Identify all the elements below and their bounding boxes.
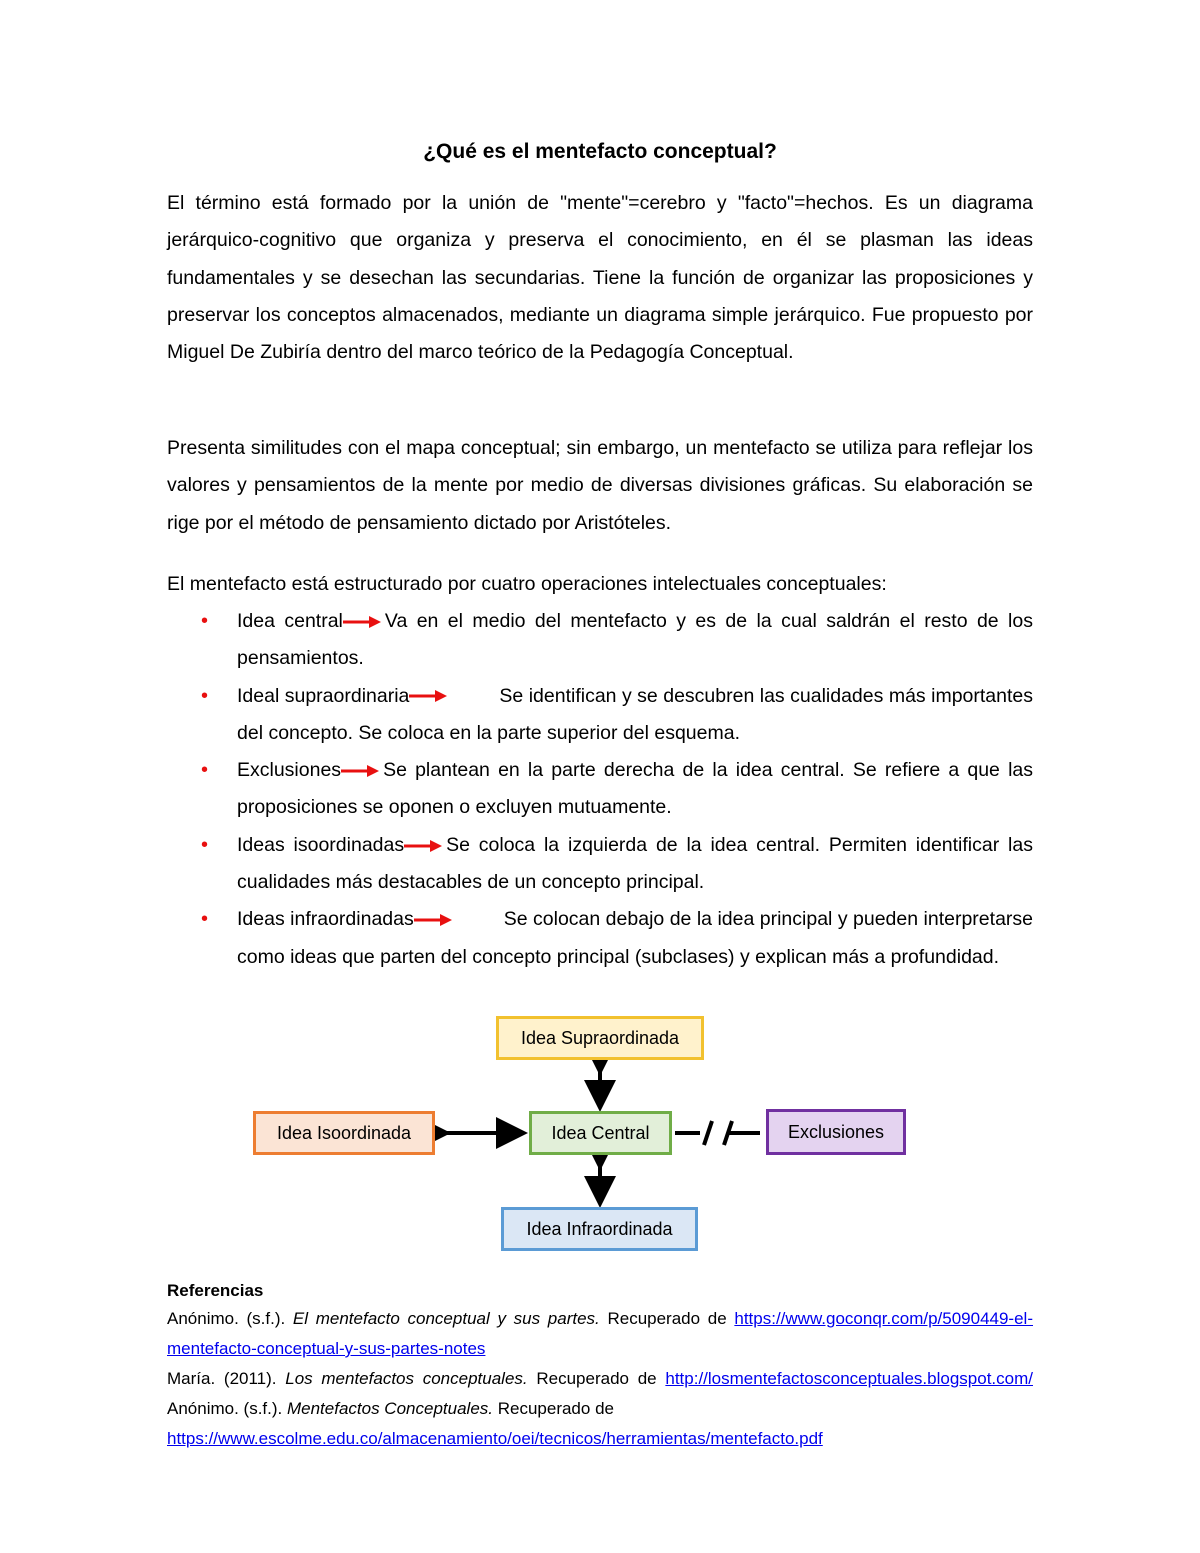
reference-link[interactable]: http://losmentefactosconceptuales.blogspot.com/ [665, 1369, 1033, 1388]
reference-item: Anónimo. (s.f.). Mentefactos Conceptuales. Recuperado de https://www.escolme.edu.co/almacenamiento/oei/tecnicos/herramientas/mentefacto.pdf [167, 1399, 823, 1448]
red-arrow-icon [343, 615, 381, 629]
operation-description: Se colocan debajo de la idea principal y pueden interpretarse como ideas que parten del concepto principal (subclases) y explican más a profundidad. [237, 908, 1033, 968]
paragraph-operations-intro: El mentefacto está estructurado por cuatro operaciones intelectuales conceptuales: [167, 573, 887, 595]
list-item [167, 678, 1033, 753]
references-heading: Referencias [167, 1281, 264, 1300]
red-arrow-icon [341, 764, 379, 778]
node-isoordinada: Idea Isoordinada [253, 1111, 435, 1155]
node-supraordinada: Idea Supraordinada [496, 1016, 704, 1060]
operation-term: Exclusiones [237, 759, 342, 782]
operations-list [167, 603, 1033, 976]
reference-link[interactable]: https://www.escolme.edu.co/almacenamiento/oei/tecnicos/herramientas/mentefacto.pdf [167, 1429, 823, 1448]
node-infraordinada: Idea Infraordinada [501, 1207, 698, 1251]
operation-term: Ideas infraordinadas [237, 908, 414, 931]
red-arrow-icon [409, 689, 447, 703]
node-central: Idea Central [529, 1111, 672, 1155]
list-item [167, 752, 1033, 827]
bullet-icon: • [201, 610, 209, 632]
reference-item: María. (2011). Los mentefactos conceptuales. Recuperado de http://losmentefactosconceptuales.blogspot.com/ [167, 1369, 1033, 1388]
red-arrow-icon [414, 913, 452, 927]
bullet-icon: • [201, 833, 209, 856]
reference-item: Anónimo. (s.f.). El mentefacto conceptual y sus partes. Recuperado de https://www.goconqr.com/p/5090449-el-mentefacto-conceptual-y-sus-partes-notes [167, 1309, 1033, 1358]
bullet-icon: • [201, 759, 209, 782]
operation-term: Idea central [237, 610, 343, 632]
page-title: ¿Qué es el mentefacto conceptual? [423, 140, 777, 163]
reference-link[interactable]: https://www.goconqr.com/p/5090449-el-mentefacto-conceptual-y-sus-partes-notes [167, 1309, 1033, 1358]
red-arrow-icon [404, 839, 442, 853]
paragraph-definition: El término está formado por la unión de "mente"=cerebro y "facto"=hechos. Es un diagrama jerárquico-cognitivo que organiza y preserva el conocimiento, en él se plasman las ideas fundamentales y se desechan las secundarias. Tiene la función de organizar las proposiciones y preservar los conceptos almacenados, mediante un diagrama simple jerárquico. Fue propuesto por Miguel De Zubiría dentro del marco teórico de la Pedagogía Conceptual. [167, 192, 1033, 364]
list-item [167, 603, 1033, 678]
references-section [167, 1278, 1033, 1454]
node-exclusiones: Exclusiones [766, 1109, 906, 1155]
operation-description: Se identifican y se descubren las cualidades más importantes del concepto. Se coloca en la parte superior del esquema. [237, 684, 1034, 744]
list-item [167, 827, 1033, 902]
operation-description: Se plantean en la parte derecha de la idea central. Se refiere a que las proposiciones se oponen o excluyen mutuamente. [237, 759, 1033, 819]
paragraph-similarities: Presenta similitudes con el mapa conceptual; sin embargo, un mentefacto se utiliza para reflejar los valores y pensamientos de la mente por medio de diversas divisiones gráficas. Su elaboración se rige por el método de pensamiento dictado por Aristóteles. [167, 437, 1033, 534]
bullet-icon: • [201, 684, 209, 707]
operation-description: Se coloca la izquierda de la idea central. Permiten identificar las cualidades más destacables de un concepto principal. [237, 833, 1033, 894]
operation-term: Ideas isoordinadas [237, 833, 405, 856]
exclusion-symbol [675, 1121, 760, 1145]
operation-description: Va en el medio del mentefacto y es de la cual saldrán el resto de los pensamientos. [237, 610, 1033, 670]
list-item [167, 901, 1033, 976]
bullet-icon: • [201, 908, 209, 931]
operation-term: Ideal supraordinaria [237, 684, 410, 707]
